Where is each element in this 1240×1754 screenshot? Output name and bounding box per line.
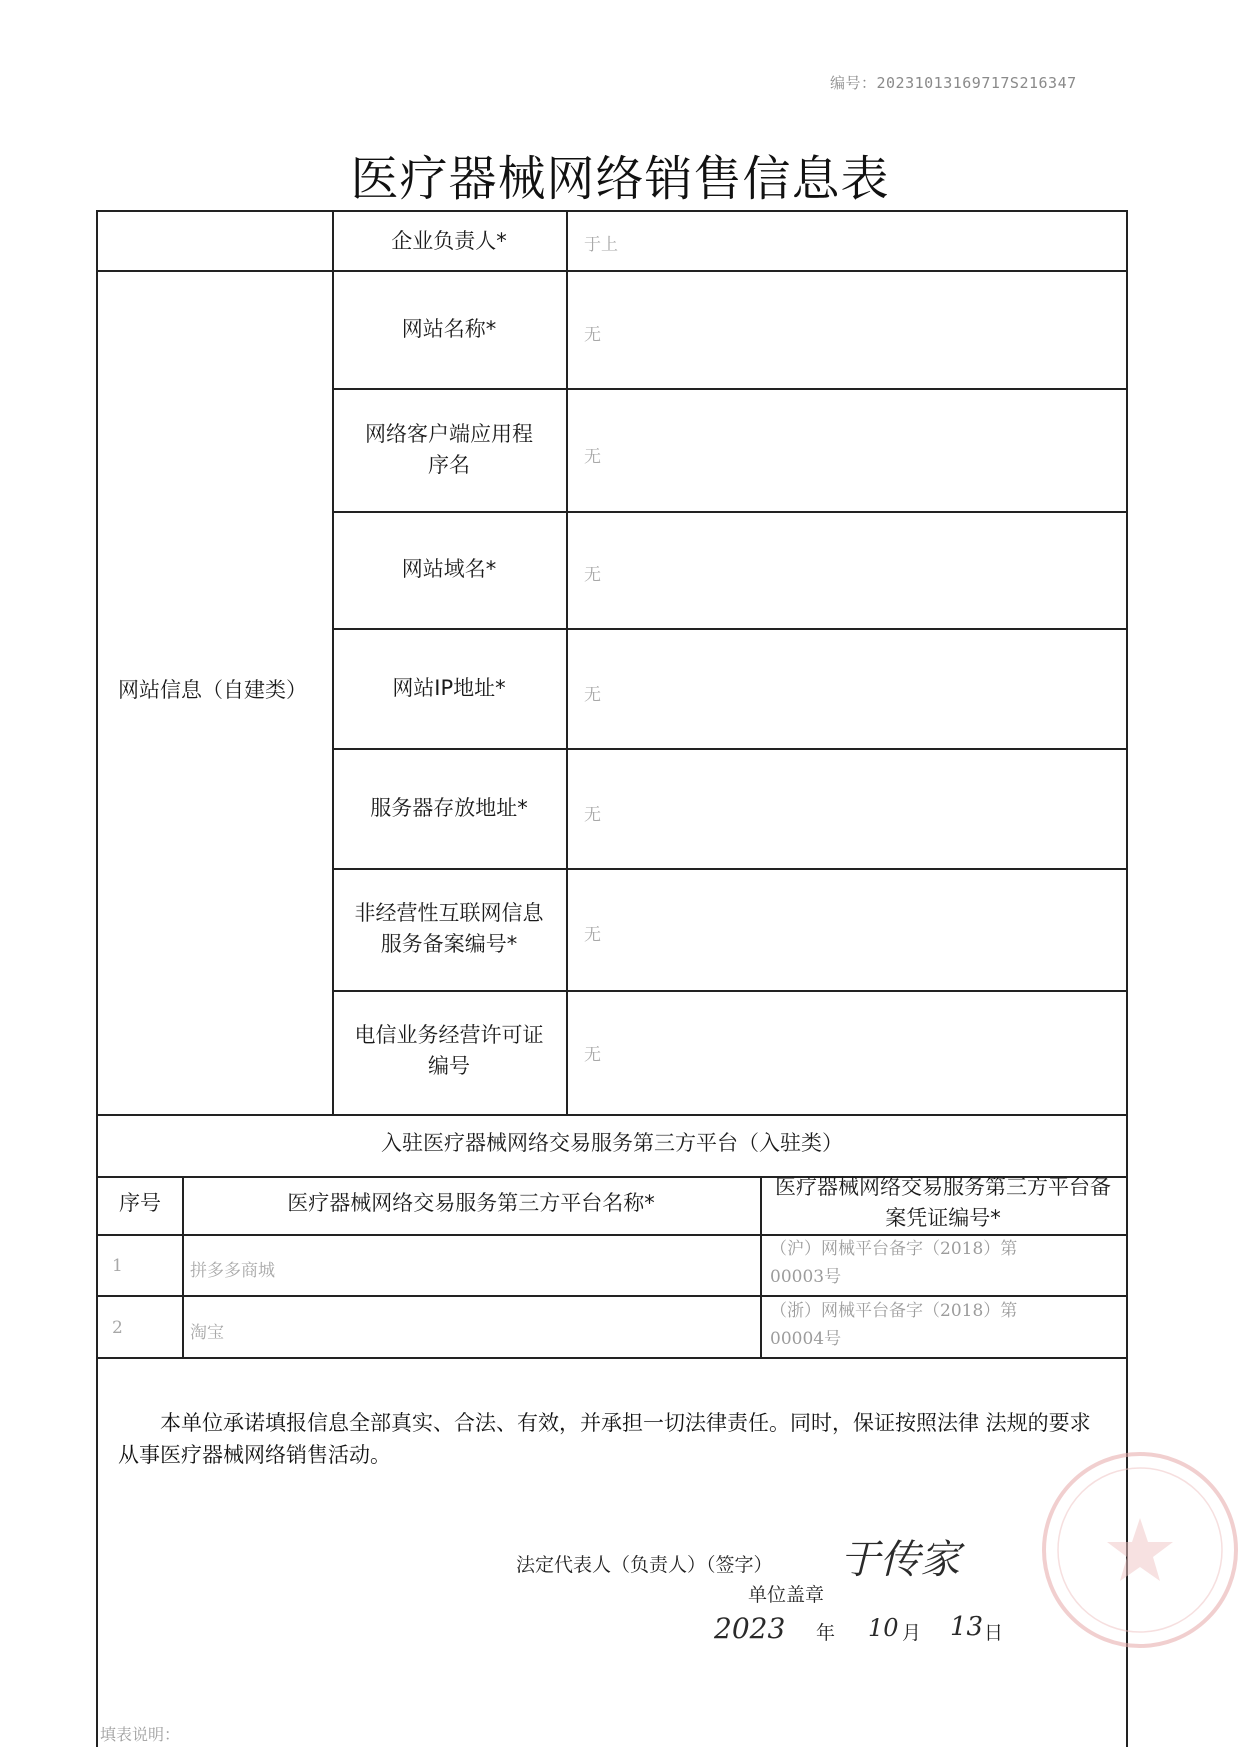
table-row-index: 2 — [112, 1318, 123, 1338]
pledge-text — [118, 1407, 1108, 1471]
server-address-label: 服务器存放地址* — [370, 795, 528, 820]
col-header-record-number: 医疗器械网络交易服务第三方平台备案凭证编号* — [775, 1175, 1111, 1230]
person-in-charge-value: 于上 — [584, 235, 618, 255]
signature-label: 法定代表人（负责人）（签字） — [516, 1554, 773, 1576]
website-name-label: 网站名称* — [401, 316, 497, 341]
pledge-text-content: 本单位承诺填报信息全部真实、合法、有效，并承担一切法律责任。同时，保证按照法律 法规的要求从事医疗器械网络销售活动。 — [118, 1411, 1091, 1467]
signature-name: 于传家 — [840, 1537, 960, 1583]
date-day: 13 — [950, 1612, 984, 1642]
col-header-index: 序号 — [119, 1190, 161, 1215]
client-app-name-label: 网络客户端应用程序名 — [365, 421, 533, 477]
domain-value: 无 — [584, 565, 601, 585]
table-row-record-line1: （浙）网械平台备字（2018）第 — [770, 1301, 1018, 1321]
icp-record-label: 非经营性互联网信息服务备案编号* — [354, 901, 544, 956]
platform-section-heading: 入驻医疗器械网络交易服务第三方平台（入驻类） — [381, 1130, 843, 1155]
table-row-platform-name: 淘宝 — [190, 1323, 224, 1343]
table-row-record-line1: （沪）网械平台备字（2018）第 — [770, 1239, 1018, 1259]
rule — [98, 1357, 1126, 1359]
company-seal-icon — [1030, 1440, 1240, 1660]
telecom-license-value: 无 — [584, 1045, 601, 1065]
table-row-record-line2: 00004号 — [770, 1329, 842, 1349]
table-row-record-line2: 00003号 — [770, 1267, 842, 1287]
date-year: 2023 — [714, 1612, 786, 1645]
website-section-label: 网站信息（自建类） — [118, 677, 307, 702]
serial-number: 编号：20231013169717S216347 — [830, 74, 1077, 92]
date-month: 10 — [868, 1614, 899, 1642]
date-month-unit: 月 — [902, 1622, 922, 1644]
website-name-value: 无 — [584, 325, 601, 345]
date-day-unit: 日 — [984, 1622, 1004, 1644]
rule — [98, 270, 1126, 272]
telecom-license-label: 电信业务经营许可证编号 — [354, 1023, 544, 1078]
table-row-index: 1 — [112, 1256, 123, 1276]
date-year-unit: 年 — [816, 1622, 836, 1644]
ip-address-label: 网站IP地址* — [392, 675, 506, 700]
domain-label: 网站域名* — [401, 557, 497, 581]
footer-note: 填表说明： — [100, 1725, 181, 1744]
col-header-platform-name: 医疗器械网络交易服务第三方平台名称* — [287, 1190, 655, 1215]
person-in-charge-label: 企业负责人* — [391, 228, 507, 253]
form-table — [96, 210, 1128, 1747]
client-app-name-value: 无 — [584, 447, 601, 467]
rule — [566, 212, 568, 1114]
table-row-platform-name: 拼多多商城 — [190, 1261, 275, 1281]
seal-label: 单位盖章 — [748, 1584, 825, 1606]
page-title: 医疗器械网络销售信息表 — [350, 151, 890, 207]
ip-address-value: 无 — [584, 685, 601, 705]
server-address-value: 无 — [584, 805, 601, 825]
icp-record-value: 无 — [584, 925, 601, 945]
